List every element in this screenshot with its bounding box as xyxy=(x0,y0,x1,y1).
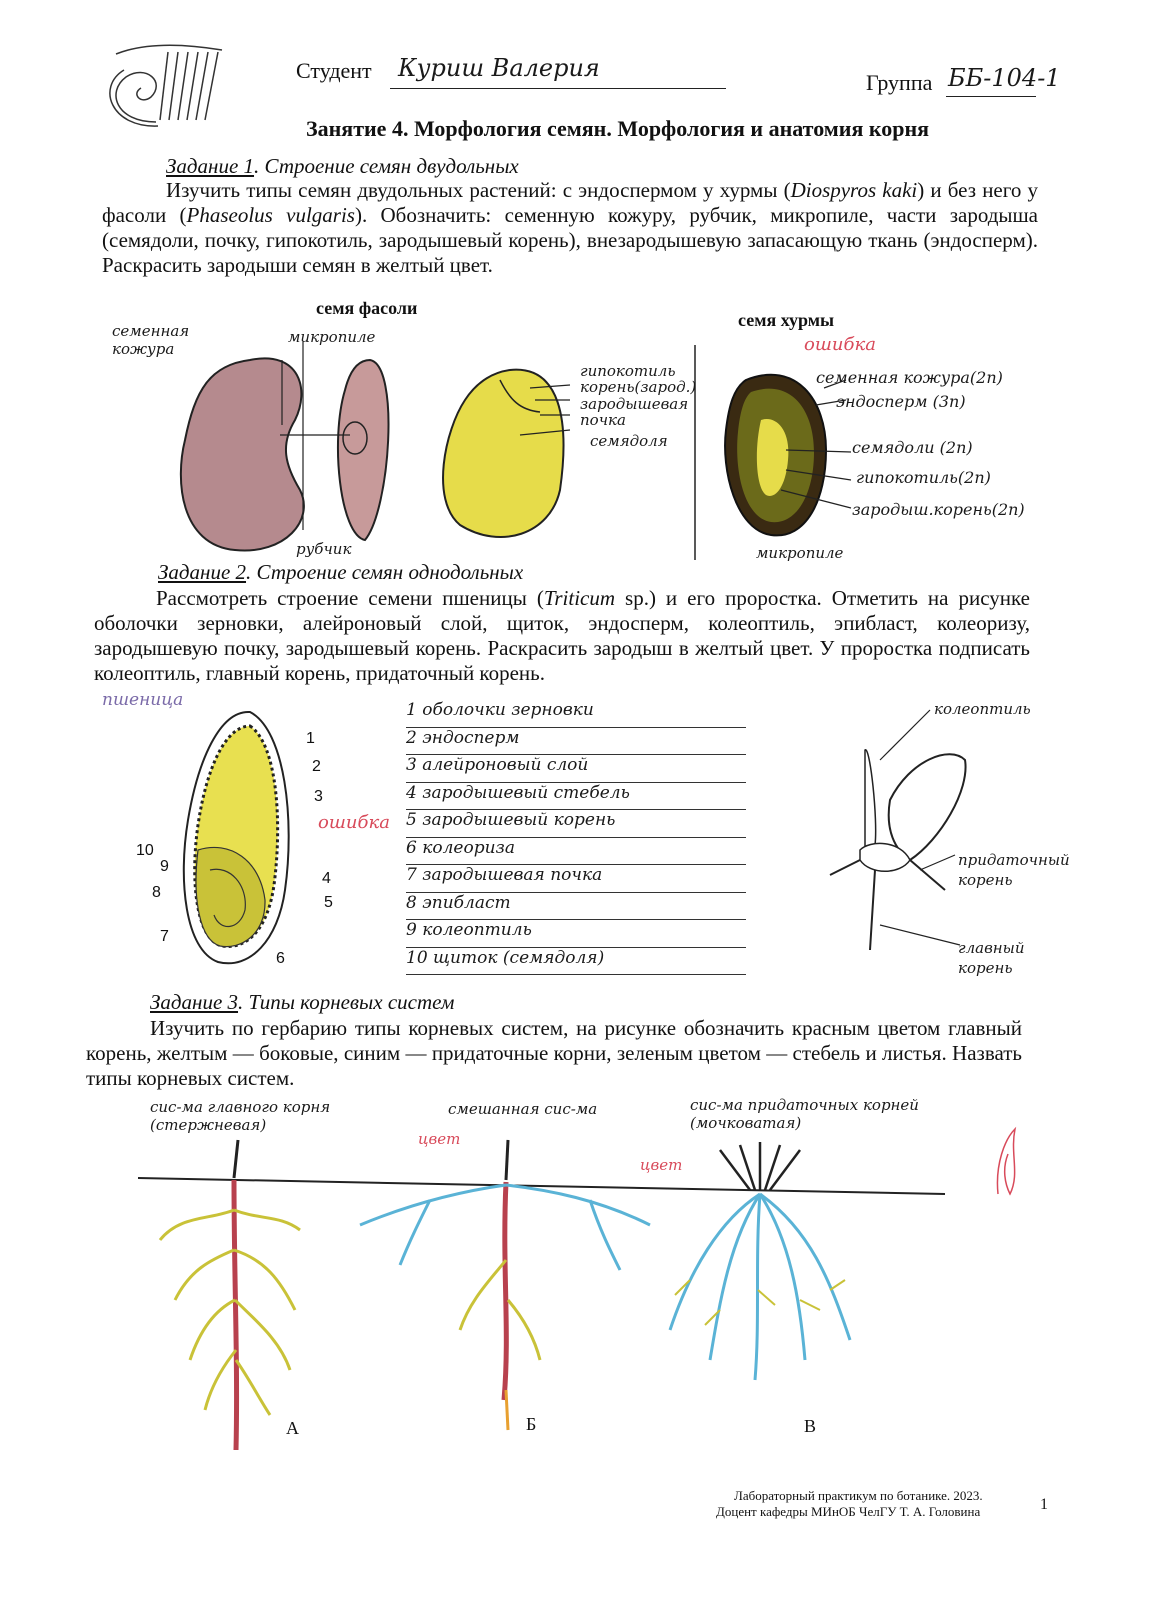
answer-2: 2 эндосперм xyxy=(406,728,746,756)
answer-9: 9 колеоптиль xyxy=(406,920,746,948)
wheat-num-9: 9 xyxy=(160,858,169,875)
persimmon-caption: семя хурмы xyxy=(738,310,835,330)
task1-title-rest: . Строение семян двудольных xyxy=(254,154,519,178)
answer-8: 8 эпибласт xyxy=(406,893,746,921)
footer-line-1: Лабораторный практикум по ботанике. 2023. xyxy=(734,1488,983,1503)
answer-4: 4 зародышевый стебель xyxy=(406,783,746,811)
student-name: Куриш Валерия xyxy=(398,54,600,82)
label-hilum: рубчик xyxy=(296,540,352,558)
task2-text xyxy=(94,586,1030,686)
task1-text-c: ). Обозначить: семенную кожуру, рубчик, микропиле, части зародыша (семядоли, почку, гипокотиль, зародышевый корень), внезародышевую запасающую ткань (эндосперм). Раскрасить зародыши семян в желтый цвет. xyxy=(102,203,1039,277)
page-number: 1 xyxy=(1040,1496,1048,1513)
wheat-grain-drawing xyxy=(170,700,310,980)
bean-embryo-view xyxy=(443,370,563,537)
group-label: Группа xyxy=(866,70,933,95)
answer-3: 3 алейроновый слой xyxy=(406,755,746,783)
task2-title-rest: . Строение семян однодольных xyxy=(246,560,524,584)
task1-text-b: ) и без него у фасоли ( xyxy=(102,178,1038,227)
color-note-1: цвет xyxy=(418,1130,461,1148)
letter-a: А xyxy=(286,1418,299,1438)
label-coleoptile: колеоптиль xyxy=(934,700,1031,718)
page-title: Занятие 4. Морфология семян. Морфология и анатомия корня xyxy=(306,116,930,141)
wheat-error-note: ошибка xyxy=(318,812,390,833)
group-value: ББ-104-1 xyxy=(948,64,1061,92)
wheat-num-4: 4 xyxy=(322,870,331,887)
student-label: Студент xyxy=(296,58,372,83)
taproot-system xyxy=(160,1140,300,1450)
task2-title-prefix: Задание 2 xyxy=(158,560,247,584)
label-mixed-system: смешанная сис-ма xyxy=(448,1100,598,1118)
wheat-num-5: 5 xyxy=(324,894,333,911)
answer-1: 1 оболочки зерновки xyxy=(406,700,746,728)
label-persimmon-root: зародыш.корень(2n) xyxy=(852,500,1025,519)
letter-v: В xyxy=(804,1416,817,1436)
label-adventitious-root: придаточный корень xyxy=(958,851,1070,889)
task3-text: Изучить по гербарию типы корневых систем, на рисунке обозначить красным цветом главный корень, желтым — боковые, синим — придаточные корни, зеленым цветом — стебель и листья. Назвать типы корневых систем. xyxy=(86,1016,1022,1090)
answer-10: 10 щиток (семядоля) xyxy=(406,948,746,976)
label-root: корень(зарод.) xyxy=(580,378,697,396)
task3-title-rest: . Типы корневых систем xyxy=(238,990,455,1014)
label-main-root: главный корень xyxy=(958,939,1025,977)
persimmon-error-note: ошибка xyxy=(804,334,876,355)
root-systems-drawing xyxy=(130,1130,960,1460)
university-logo xyxy=(96,42,226,132)
label-persimmon-endosperm: эндосперм (3n) xyxy=(836,392,966,411)
label-persimmon-cotyledons: семядоли (2n) xyxy=(852,438,973,457)
label-bud: зародышевая почка xyxy=(580,395,689,429)
wheat-num-10: 10 xyxy=(136,842,154,859)
wheat-num-1: 1 xyxy=(306,730,315,747)
label-taproot-system: сис-ма главного корня (стержневая) xyxy=(150,1098,331,1134)
task1-text xyxy=(102,178,1038,278)
wheat-num-8: 8 xyxy=(152,884,161,901)
wheat-num-6: 6 xyxy=(276,950,285,967)
group-underline xyxy=(946,96,1036,97)
fibrous-root-system xyxy=(670,1142,850,1380)
label-persimmon-hypocotyl: гипокотиль(2n) xyxy=(856,468,991,487)
bean-side-view xyxy=(181,358,304,550)
task3-title-prefix: Задание 3 xyxy=(150,990,239,1014)
answer-5: 5 зародышевый корень xyxy=(406,810,746,838)
persimmon-seed-drawing xyxy=(716,360,866,550)
task1-species-2: Phaseolus vulgaris xyxy=(186,203,355,227)
label-persimmon-coat: семенная кожура(2n) xyxy=(816,368,1003,387)
wheat-seedling-drawing xyxy=(820,700,970,960)
task2-title xyxy=(158,560,523,585)
wheat-num-2: 2 xyxy=(312,758,321,775)
answer-6: 6 колеориза xyxy=(406,838,746,866)
teacher-mark xyxy=(990,1124,1030,1204)
label-seed-coat: семенная кожура xyxy=(112,322,190,358)
label-micropyle: микропиле xyxy=(288,328,376,346)
task1-title xyxy=(166,154,519,179)
bean-caption: семя фасоли xyxy=(316,298,418,318)
label-persimmon-micropyle: микропиле xyxy=(756,544,844,562)
task2-species: Triticum xyxy=(543,586,616,610)
task1-title-prefix: Задание 1 xyxy=(166,154,255,178)
student-underline xyxy=(390,88,726,89)
label-hypocotyl: гипокотиль xyxy=(580,362,676,380)
task2-text-b: sp.) и его проростка. Отметить на рисунке оболочки зерновки, алейроновый слой, щиток, эндосперм, колеоптиль, эпибласт, колеоризу, зародышевую почку, зародышевый корень. Раскрасить зародыш в желтый цвет. У проростка подписать колеоптиль, главный корень, придаточный корень. xyxy=(94,586,1030,685)
wheat-answer-list xyxy=(406,700,746,975)
task3-title xyxy=(150,990,454,1015)
letter-b: Б xyxy=(526,1414,537,1434)
wheat-num-7: 7 xyxy=(160,928,169,945)
wheat-label: пшеница xyxy=(102,690,184,710)
task1-species-1: Diospyros kaki xyxy=(790,178,918,202)
label-fibrous-system: сис-ма придаточных корней (мочковатая) xyxy=(690,1096,919,1132)
label-cotyledon: семядоля xyxy=(590,432,668,450)
task1-text-a: Изучить типы семян двудольных растений: с эндоспермом у хурмы ( xyxy=(166,178,791,202)
wheat-num-3: 3 xyxy=(314,788,323,805)
task2-text-a: Рассмотреть строение семени пшеницы ( xyxy=(156,586,544,610)
answer-7: 7 зародышевая почка xyxy=(406,865,746,893)
color-note-2: цвет xyxy=(640,1156,683,1174)
footer-line-2: Доцент кафедры МИнОБ ЧелГУ Т. А. Головина xyxy=(716,1504,981,1519)
